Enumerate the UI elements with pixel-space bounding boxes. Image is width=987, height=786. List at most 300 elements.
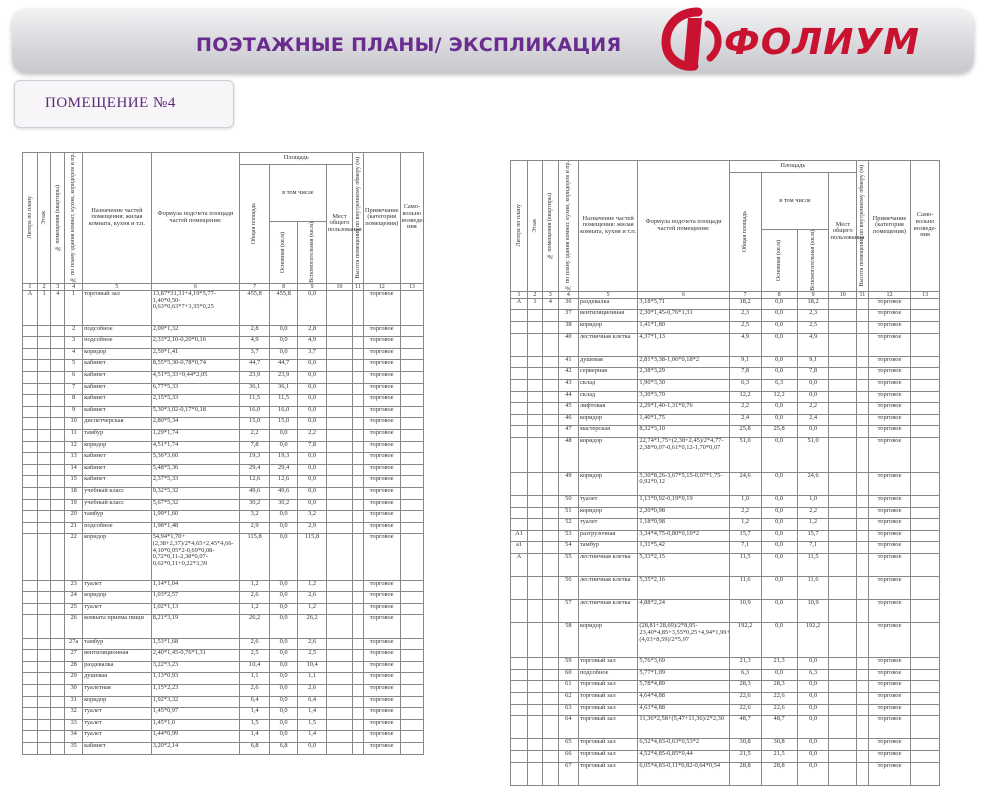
kv-cell <box>51 371 65 383</box>
kv-cell <box>51 418 65 430</box>
self-built-cell <box>400 592 423 604</box>
height-cell <box>857 751 869 763</box>
common-use-cell <box>829 762 857 785</box>
aux-area-cell: 0,0 <box>298 290 326 325</box>
height-cell <box>857 472 869 495</box>
formula-cell: 1,03*2,57 <box>151 592 240 604</box>
total-area-cell: 22,6 <box>729 704 761 716</box>
litera-cell <box>23 348 38 360</box>
aux-area-cell: 0,0 <box>298 487 326 499</box>
common-use-cell <box>326 453 352 465</box>
litera-cell <box>23 650 38 662</box>
litera-cell <box>23 453 38 465</box>
kv-cell <box>51 685 65 697</box>
room-name-cell: коридор <box>83 592 152 604</box>
etazh-cell <box>37 441 51 453</box>
main-area-cell: 0,0 <box>761 310 797 322</box>
aux-area-cell: 7,8 <box>298 441 326 453</box>
kv-cell <box>51 441 65 453</box>
main-area-cell: 11,5 <box>269 395 297 407</box>
common-use-cell <box>326 661 352 673</box>
kv-cell <box>542 472 558 495</box>
formula-cell: 2,80*5,34 <box>151 418 240 430</box>
room-number-cell: 56 <box>558 577 578 600</box>
aux-area-cell: 10,9 <box>797 600 829 623</box>
table-row <box>511 310 940 322</box>
table-row <box>23 337 424 349</box>
table-row <box>511 577 940 600</box>
etazh-cell: 1 <box>527 298 542 310</box>
self-built-cell <box>400 719 423 731</box>
h-etazh: Этаж <box>40 211 47 225</box>
etazh-cell <box>527 356 542 368</box>
note-cell: торговое <box>363 487 400 499</box>
table-row <box>23 743 424 755</box>
total-area-cell: 48,7 <box>729 716 761 739</box>
etazh-cell <box>527 600 542 623</box>
kv-cell <box>51 395 65 407</box>
room-name-cell: тамбур <box>83 429 152 441</box>
total-area-cell: 22,6 <box>729 693 761 705</box>
column-number: 1 <box>511 291 528 298</box>
room-number-cell: 6 <box>65 371 83 383</box>
height-cell <box>353 418 364 430</box>
etazh-cell <box>37 638 51 650</box>
formula-cell: 4,88*2,24 <box>638 600 729 623</box>
formula-cell: 8,32*3,10 <box>638 426 729 438</box>
total-area-cell: 1,5 <box>240 719 270 731</box>
litera-cell <box>23 360 38 372</box>
main-area-cell: 0,0 <box>761 519 797 531</box>
formula-cell: 2,37*5,33 <box>151 476 240 488</box>
self-built-cell <box>911 310 940 322</box>
litera-cell <box>23 719 38 731</box>
note-cell: торговое <box>868 693 910 705</box>
total-area-cell: 2,5 <box>729 322 761 334</box>
formula-cell: 1,92*3,32 <box>151 696 240 708</box>
formula-cell: 3,30*3,70 <box>638 391 729 403</box>
room-number-cell: 57 <box>558 600 578 623</box>
room-name-cell: вентиляционная <box>83 650 152 662</box>
main-area-cell: 0,0 <box>269 696 297 708</box>
main-area-cell: 0,0 <box>761 600 797 623</box>
note-cell: торговое <box>363 638 400 650</box>
room-name-cell: коридор <box>578 472 637 495</box>
aux-area-cell: 0,0 <box>298 743 326 755</box>
self-built-cell <box>911 507 940 519</box>
main-area-cell: 23,9 <box>269 371 297 383</box>
table-row <box>511 322 940 334</box>
room-number-cell: 47 <box>558 426 578 438</box>
table-row <box>511 716 940 739</box>
room-name-cell: подсобное <box>83 522 152 534</box>
aux-area-cell: 0,0 <box>298 360 326 372</box>
total-area-cell: 26,2 <box>240 615 270 638</box>
kv-cell <box>51 603 65 615</box>
main-area-cell: 22,6 <box>761 704 797 716</box>
table-row <box>511 681 940 693</box>
formula-cell: 5,76*3,69 <box>638 658 729 670</box>
formula-cell: 4,37*1,13 <box>638 333 729 356</box>
self-built-cell <box>400 661 423 673</box>
litera-cell <box>511 681 528 693</box>
room-name-cell: торговый зал <box>578 716 637 739</box>
common-use-cell <box>326 360 352 372</box>
h-formula: Формула подсчета площади частей помещения: <box>638 161 729 292</box>
note-cell: торговое <box>868 519 910 531</box>
kv-cell <box>542 669 558 681</box>
kv-cell <box>542 403 558 415</box>
litera-cell <box>23 580 38 592</box>
h-vspom: Вспомогательная (кв.м) <box>308 221 315 283</box>
note-cell: торговое <box>868 414 910 426</box>
kv-cell <box>51 453 65 465</box>
main-area-cell: 0,0 <box>269 325 297 337</box>
main-area-cell: 0,0 <box>761 414 797 426</box>
formula-cell: 3,20*2,14 <box>151 743 240 755</box>
aux-area-cell: 2,9 <box>298 522 326 534</box>
room-number-cell: 27а <box>65 638 83 650</box>
etazh-cell <box>527 403 542 415</box>
height-cell <box>353 638 364 650</box>
room-number-cell: 26 <box>65 615 83 638</box>
height-cell <box>353 464 364 476</box>
note-cell: торговое <box>868 310 910 322</box>
litera-cell <box>511 762 528 785</box>
litera-cell <box>511 739 528 751</box>
self-built-cell <box>400 743 423 755</box>
height-cell <box>857 437 869 472</box>
formula-cell: 2,09*1,32 <box>151 325 240 337</box>
room-number-cell: 59 <box>558 658 578 670</box>
table-row <box>23 673 424 685</box>
table-row <box>511 553 940 576</box>
room-name-cell: подсобное <box>83 325 152 337</box>
formula-cell: 4,63*4,88 <box>638 704 729 716</box>
note-cell: торговое <box>363 406 400 418</box>
aux-area-cell: 18,2 <box>797 298 829 310</box>
kv-cell: 4 <box>542 298 558 310</box>
room-number-cell: 63 <box>558 704 578 716</box>
table-row <box>23 499 424 511</box>
formula-cell: 5,35*2,16 <box>638 577 729 600</box>
kv-cell <box>51 464 65 476</box>
formula-cell: 54,94*1,70+(2,38+2,37)/2*4,65+2,45*4,66-4,10*0,05*2-0,69*0,08-0,72*0,11-2,38*0,07-0,62*0,11+0,22*3,39 <box>151 534 240 580</box>
formula-cell: 11,36*2,58+(5,47+11,36)/2*2,30 <box>638 716 729 739</box>
litera-cell <box>511 322 528 334</box>
main-area-cell: 0,0 <box>269 685 297 697</box>
total-area-cell: 44,7 <box>240 360 270 372</box>
common-use-cell <box>829 379 857 391</box>
common-use-cell <box>326 395 352 407</box>
aux-area-cell: 1,2 <box>797 519 829 531</box>
note-cell: торговое <box>363 395 400 407</box>
room-name-cell: торговый зал <box>578 704 637 716</box>
kv-cell <box>542 693 558 705</box>
table-row <box>23 453 424 465</box>
litera-cell <box>511 379 528 391</box>
table-row <box>511 669 940 681</box>
main-area-cell: 0,0 <box>269 441 297 453</box>
height-cell <box>857 542 869 554</box>
height-cell <box>353 708 364 720</box>
room-number-cell: 21 <box>65 522 83 534</box>
note-cell: торговое <box>363 476 400 488</box>
h-samovol: Само-вольно возведе-ния <box>400 153 423 284</box>
kv-cell <box>51 360 65 372</box>
height-cell <box>857 322 869 334</box>
note-cell: торговое <box>363 325 400 337</box>
room-number-cell: 20 <box>65 511 83 523</box>
note-cell: торговое <box>868 658 910 670</box>
total-area-cell: 12,6 <box>240 476 270 488</box>
height-cell <box>353 360 364 372</box>
column-number: 13 <box>911 291 940 298</box>
etazh-cell <box>37 395 51 407</box>
formula-cell: 1,45*0,97 <box>151 708 240 720</box>
room-name-cell: склад <box>578 379 637 391</box>
room-number-cell: 11 <box>65 429 83 441</box>
room-number-cell: 42 <box>558 368 578 380</box>
room-number-cell: 48 <box>558 437 578 472</box>
litera-cell: А <box>511 553 528 576</box>
litera-cell <box>511 600 528 623</box>
self-built-cell <box>911 600 940 623</box>
aux-area-cell: 0,0 <box>298 418 326 430</box>
note-cell: торговое <box>868 391 910 403</box>
main-area-cell: 0,0 <box>761 368 797 380</box>
total-area-cell: 25,8 <box>729 426 761 438</box>
litera-cell <box>511 623 528 658</box>
height-cell <box>353 696 364 708</box>
table-row <box>511 368 940 380</box>
total-area-cell: 15,0 <box>240 418 270 430</box>
total-area-cell: 1,2 <box>729 519 761 531</box>
etazh-cell <box>37 406 51 418</box>
room-name-cell: туалет <box>83 603 152 615</box>
common-use-cell <box>326 580 352 592</box>
self-built-cell <box>400 476 423 488</box>
kv-cell <box>51 476 65 488</box>
total-area-cell: 11,6 <box>729 577 761 600</box>
self-built-cell <box>400 696 423 708</box>
table-row <box>23 395 424 407</box>
column-number: 1 <box>23 283 38 290</box>
common-use-cell <box>326 290 352 325</box>
formula-cell: 2,38*3,29 <box>638 368 729 380</box>
room-name-cell: туалет <box>83 731 152 743</box>
aux-area-cell: 0,0 <box>797 704 829 716</box>
room-name-cell: комната приема пищи <box>83 615 152 638</box>
h-komn: № по плану здания комнат, кухни, коридоров и пр. <box>70 153 77 283</box>
kv-cell <box>51 406 65 418</box>
note-cell: торговое <box>363 290 400 325</box>
kv-cell <box>51 719 65 731</box>
h-etazh: Этаж <box>531 219 538 233</box>
self-built-cell <box>911 391 940 403</box>
total-area-cell: 9,1 <box>729 356 761 368</box>
litera-cell <box>23 696 38 708</box>
common-use-cell <box>829 298 857 310</box>
height-cell <box>857 704 869 716</box>
self-built-cell <box>400 337 423 349</box>
common-use-cell <box>829 472 857 495</box>
h-formula: Формула подсчета площади частей помещения: <box>151 153 240 284</box>
table-row <box>23 348 424 360</box>
kv-cell <box>51 383 65 395</box>
aux-area-cell: 0,0 <box>797 681 829 693</box>
aux-area-cell: 0,0 <box>298 406 326 418</box>
common-use-cell <box>829 368 857 380</box>
self-built-cell <box>911 693 940 705</box>
litera-cell <box>23 673 38 685</box>
self-built-cell <box>400 290 423 325</box>
litera-cell <box>23 325 38 337</box>
litera-cell <box>23 522 38 534</box>
room-name-cell: учебный класс <box>83 499 152 511</box>
room-name-cell: туалет <box>83 708 152 720</box>
total-area-cell: 10,9 <box>729 600 761 623</box>
note-cell: торговое <box>363 673 400 685</box>
common-use-cell <box>326 673 352 685</box>
total-area-cell: 21,3 <box>729 658 761 670</box>
main-area-cell: 0,0 <box>269 511 297 523</box>
room-name-cell: торговый зал <box>83 290 152 325</box>
room-label: ПОМЕЩЕНИЕ №4 <box>45 95 176 111</box>
etazh-cell <box>527 542 542 554</box>
table-row <box>511 693 940 705</box>
room-name-cell: вентиляционная <box>578 310 637 322</box>
kv-cell <box>542 530 558 542</box>
etazh-cell: 1 <box>37 290 51 325</box>
room-number-cell: 14 <box>65 464 83 476</box>
etazh-cell <box>37 661 51 673</box>
self-built-cell <box>911 426 940 438</box>
total-area-cell: 455,8 <box>240 290 270 325</box>
note-cell: торговое <box>868 704 910 716</box>
brand-logo <box>654 8 954 72</box>
total-area-cell: 3,2 <box>240 511 270 523</box>
column-number: 9 <box>797 291 829 298</box>
height-cell <box>353 453 364 465</box>
kv-cell <box>542 322 558 334</box>
formula-cell: 9,32*5,32 <box>151 487 240 499</box>
self-built-cell <box>911 704 940 716</box>
aux-area-cell: 1,4 <box>298 708 326 720</box>
note-cell: торговое <box>868 379 910 391</box>
litera-cell <box>23 592 38 604</box>
room-name-cell: кабинет <box>83 395 152 407</box>
aux-area-cell: 0,0 <box>797 739 829 751</box>
main-area-cell: 0,0 <box>269 348 297 360</box>
etazh-cell <box>37 371 51 383</box>
room-number-cell: 22 <box>65 534 83 580</box>
total-area-cell: 115,8 <box>240 534 270 580</box>
common-use-cell <box>829 391 857 403</box>
formula-cell: 5,30*3,02-0,17*0,18 <box>151 406 240 418</box>
left-table-head <box>23 153 424 291</box>
aux-area-cell: 51,0 <box>797 437 829 472</box>
note-cell: торговое <box>363 661 400 673</box>
etazh-cell <box>527 333 542 356</box>
note-cell: торговое <box>868 577 910 600</box>
kv-cell <box>51 499 65 511</box>
litera-cell <box>23 406 38 418</box>
aux-area-cell: 3,7 <box>298 348 326 360</box>
height-cell <box>857 519 869 531</box>
etazh-cell <box>37 487 51 499</box>
main-area-cell: 0,0 <box>269 650 297 662</box>
etazh-cell <box>527 658 542 670</box>
room-number-cell: 13 <box>65 453 83 465</box>
etazh-cell <box>37 650 51 662</box>
h-mest: Мест общего пользования <box>326 165 352 284</box>
litera-cell <box>23 395 38 407</box>
total-area-cell: 1,1 <box>240 673 270 685</box>
room-name-cell: склад <box>578 391 637 403</box>
total-area-cell: 15,7 <box>729 530 761 542</box>
note-cell: торговое <box>363 534 400 580</box>
main-area-cell: 0,0 <box>761 623 797 658</box>
aux-area-cell: 0,0 <box>298 499 326 511</box>
etazh-cell <box>527 310 542 322</box>
etazh-cell <box>527 669 542 681</box>
formula-cell: 5,48*5,36 <box>151 464 240 476</box>
self-built-cell <box>400 371 423 383</box>
aux-area-cell: 0,0 <box>797 426 829 438</box>
height-cell <box>857 298 869 310</box>
height-cell <box>857 623 869 658</box>
main-area-cell: 0,0 <box>761 356 797 368</box>
height-cell <box>353 534 364 580</box>
self-built-cell <box>400 650 423 662</box>
total-area-cell: 6,3 <box>729 669 761 681</box>
room-number-cell: 7 <box>65 383 83 395</box>
kv-cell <box>542 426 558 438</box>
kv-cell <box>51 673 65 685</box>
height-cell <box>353 476 364 488</box>
main-area-cell: 0,0 <box>269 615 297 638</box>
total-area-cell: 3,7 <box>240 348 270 360</box>
kv-cell <box>542 368 558 380</box>
h-komn: № по плану здания комнат, кухни, коридоров и пр. <box>565 161 572 291</box>
self-built-cell <box>400 325 423 337</box>
total-area-cell: 1,4 <box>240 708 270 720</box>
room-number-cell: 5 <box>65 360 83 372</box>
height-cell <box>857 403 869 415</box>
room-number-cell: 28 <box>65 661 83 673</box>
note-cell: торговое <box>868 426 910 438</box>
height-cell <box>353 429 364 441</box>
room-number-cell: 15 <box>65 476 83 488</box>
etazh-cell <box>527 762 542 785</box>
column-number: 9 <box>298 283 326 290</box>
common-use-cell <box>829 437 857 472</box>
litera-cell: А1 <box>511 530 528 542</box>
note-cell: торговое <box>363 592 400 604</box>
note-cell: торговое <box>363 464 400 476</box>
main-area-cell: 0,0 <box>761 298 797 310</box>
height-cell <box>353 719 364 731</box>
main-area-cell: 15,0 <box>269 418 297 430</box>
self-built-cell <box>911 322 940 334</box>
aux-area-cell: 6,4 <box>298 696 326 708</box>
height-cell <box>857 368 869 380</box>
litera-cell <box>23 603 38 615</box>
note-cell: торговое <box>868 600 910 623</box>
right-explication-sheet <box>510 160 940 786</box>
aux-area-cell: 2,2 <box>797 507 829 519</box>
